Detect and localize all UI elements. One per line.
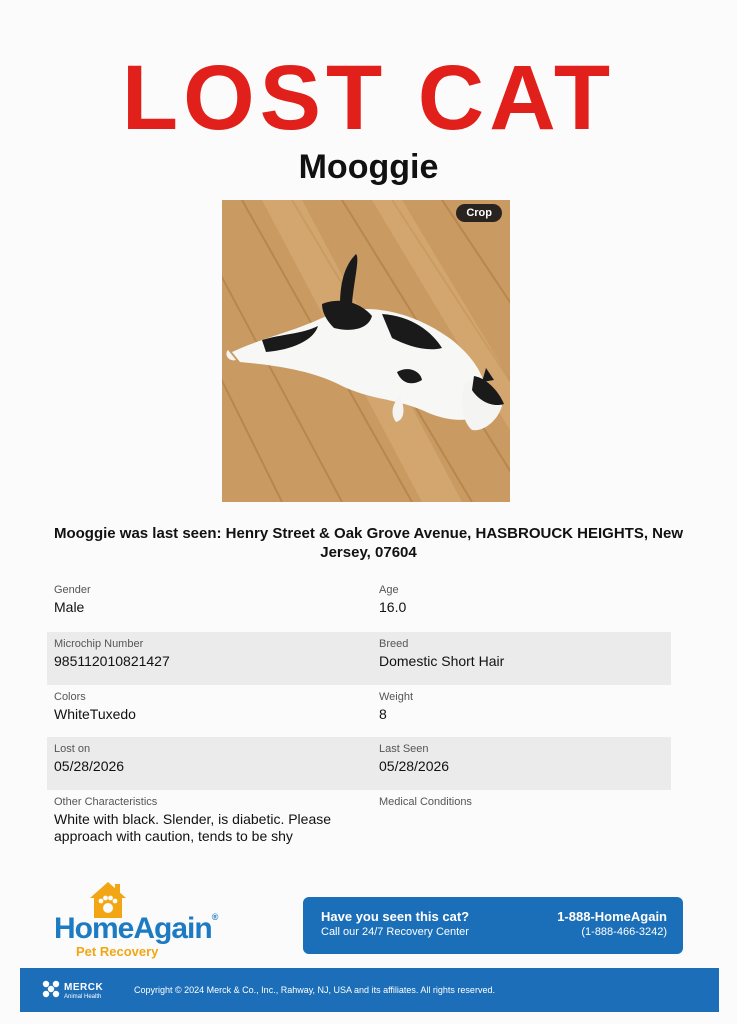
gender-value: Male xyxy=(54,599,85,615)
last-seen-location: Mooggie was last seen: Henry Street & Oak Grove Avenue, HASBROUCK HEIGHTS, New Jersey, 07604 xyxy=(53,525,684,561)
cta-subtext: Call our 24/7 Recovery Center xyxy=(321,926,469,938)
breed-label: Breed xyxy=(379,638,409,650)
cta-question: Have you seen this cat? xyxy=(321,909,470,924)
colors-cell xyxy=(47,685,372,737)
breed-value: Domestic Short Hair xyxy=(379,653,505,669)
weight-label: Weight xyxy=(379,691,414,703)
cat-photo-illustration xyxy=(222,200,510,502)
other-characteristics-cell xyxy=(47,790,372,856)
other-characteristics-label: Other Characteristics xyxy=(54,796,158,808)
copyright-text: Copyright © 2024 Merck & Co., Inc., Rahway, NJ, USA and its affiliates. All rights reserved. xyxy=(134,985,495,995)
microchip-label: Microchip Number xyxy=(54,638,144,650)
last-seen-date-label: Last Seen xyxy=(379,743,429,755)
crop-badge[interactable]: Crop xyxy=(456,204,502,222)
microchip-value: 985112010821427 xyxy=(54,653,170,669)
medical-conditions-cell xyxy=(372,790,671,856)
footer-bar xyxy=(20,968,719,1012)
medical-conditions-label: Medical Conditions xyxy=(379,796,472,808)
cta-phone[interactable]: 1-888-HomeAgain xyxy=(557,909,667,924)
pet-photo xyxy=(222,200,510,502)
microchip-cell xyxy=(47,632,372,685)
other-characteristics-value: White with black. Slender, is diabetic. Please approach with caution, tends to be shy xyxy=(54,811,332,844)
recovery-call-banner[interactable] xyxy=(303,897,683,954)
details-row xyxy=(47,578,671,632)
pet-name: Mooggie xyxy=(298,148,439,186)
details-row xyxy=(47,737,671,790)
pet-details-table xyxy=(47,578,671,856)
gender-cell xyxy=(47,578,372,632)
lost-on-label: Lost on xyxy=(54,743,91,755)
merck-logo-icon xyxy=(42,980,60,998)
weight-cell xyxy=(372,685,671,737)
details-row xyxy=(47,685,671,737)
lost-on-cell xyxy=(47,737,372,790)
age-value: 16.0 xyxy=(379,599,407,615)
logo-wordmark: HomeAgain® xyxy=(54,912,218,945)
lost-on-value: 05/28/2026 xyxy=(54,758,125,774)
last-seen-date-cell xyxy=(372,737,671,790)
weight-value: 8 xyxy=(379,706,387,722)
homeagain-logo xyxy=(54,880,224,964)
age-label: Age xyxy=(379,584,399,596)
colors-label: Colors xyxy=(54,691,86,703)
details-row xyxy=(47,790,671,856)
age-cell xyxy=(372,578,671,632)
merck-brand-sub: Animal Health xyxy=(64,994,102,1000)
breed-cell xyxy=(372,632,671,685)
headline: LOST CAT xyxy=(121,47,616,149)
cta-phone-numeric[interactable]: (1-888-466-3242) xyxy=(581,926,667,938)
details-row xyxy=(47,632,671,685)
gender-label: Gender xyxy=(54,584,91,596)
last-seen-date-value: 05/28/2026 xyxy=(379,758,450,774)
merck-brand: MERCK xyxy=(64,982,104,993)
colors-value: WhiteTuxedo xyxy=(54,706,136,722)
logo-subtitle: Pet Recovery xyxy=(76,944,159,959)
